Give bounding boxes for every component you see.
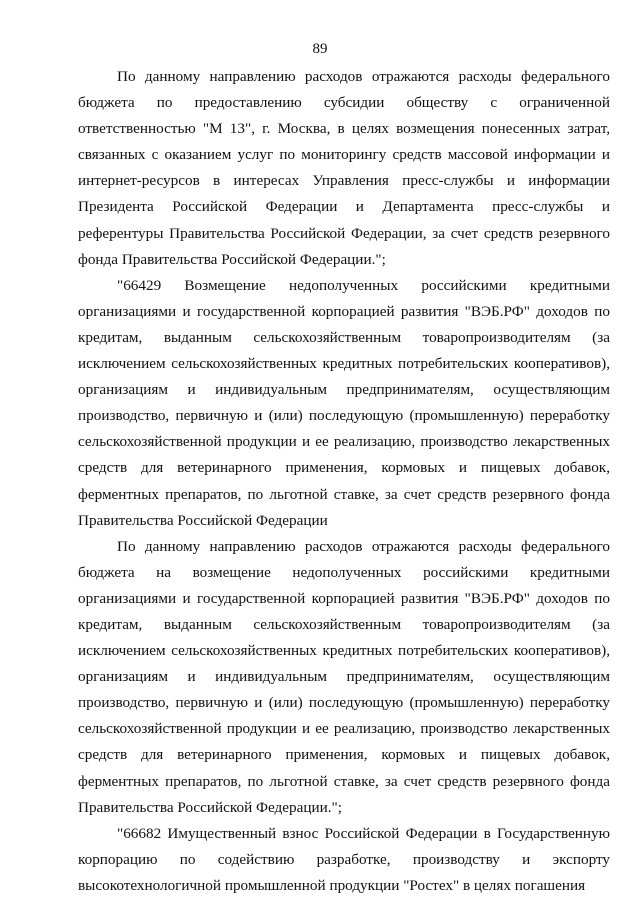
paragraph: По данному направлению расходов отражаются расходы федерального бюджета на возмещение недополученных российскими кредитными организациями и государственной корпорацией развития "ВЭБ.РФ" доходов по кредитам, выданным сельскохозяйственным товаропроизводителям (за исключением сельскохозяйственных кредитных потребительских кооперативов), организациям и индивидуальным предпринимателям, осуществляющим производство, первичную и (или) последующую (промышленную) переработку сельскохозяйственной продукции и ее реализацию, производство лекарственных средств для ветеринарного применения, кормовых и пищевых добавок, ферментных препаратов, по льготной ставке, за счет средств резервного фонда Правительства Российской Федерации."; [78, 537, 610, 816]
document-body [78, 64, 610, 899]
paragraph: По данному направлению расходов отражаются расходы федерального бюджета по предоставлению субсидии обществу с ограниченной ответственностью "М 13", г. Москва, в целях возмещения понесенных затрат, связанных с оказанием услуг по мониторингу средств массовой информации и интернет-ресурсов в интересах Управления пресс-службы и информации Президента Российской Федерации и Департамента пресс-службы и референтуры Правительства Российской Федерации, за счет средств резервного фонда Правительства Российской Федерации."; [78, 68, 610, 268]
paragraph: "66682 Имущественный взнос Российской Федерации в Государственную корпорацию по содействию разработке, производству и экспорту высокотехнологичной промышленной продукции "Ростех" в целях погашения [78, 824, 610, 894]
page-number: 89 [312, 41, 328, 57]
paragraph: "66429 Возмещение недополученных российскими кредитными организациями и государственной корпорацией развития "ВЭБ.РФ" доходов по кредитам, выданным сельскохозяйственным товаропроизводителям (за исключением сельскохозяйственных кредитных потребительских кооперативов), организациям и индивидуальным предпринимателям, осуществляющим производство, первичную и (или) последующую (промышленную) переработку сельскохозяйственной продукции и ее реализацию, производство лекарственных средств для ветеринарного применения, кормовых и пищевых добавок, ферментных препаратов, по льготной ставке, за счет средств резервного фонда Правительства Российской Федерации [78, 276, 610, 529]
